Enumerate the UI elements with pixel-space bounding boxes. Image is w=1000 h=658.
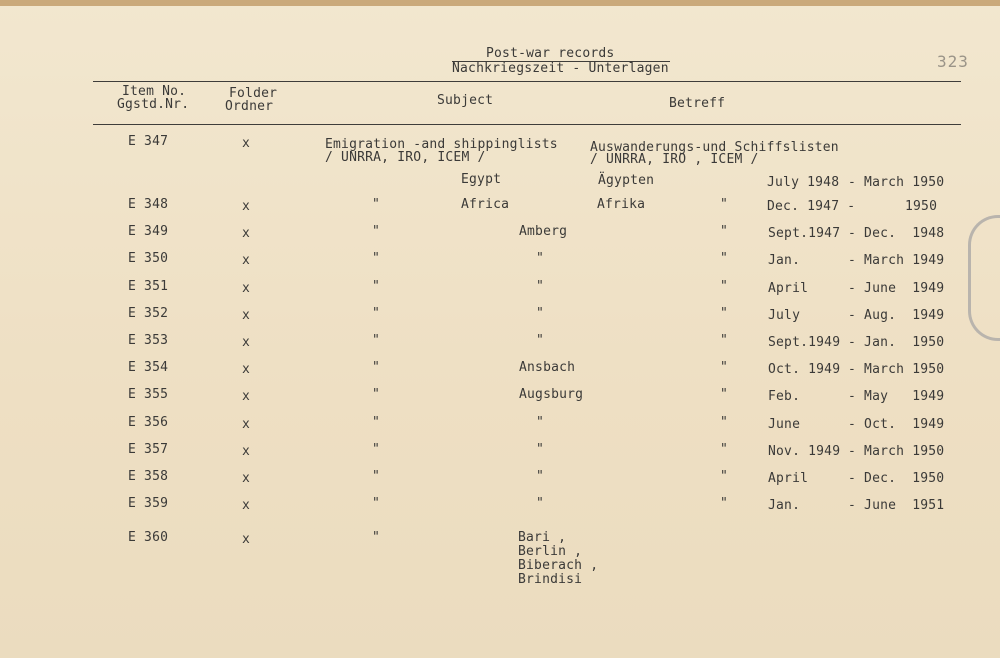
folder-mark: x: [242, 308, 251, 323]
item-number: E 355: [128, 387, 169, 402]
item-number: E 353: [128, 333, 169, 348]
date-from: July 1948: [767, 175, 840, 190]
betreff-text: Afrika: [597, 197, 646, 212]
date-from: Nov. 1949: [768, 444, 841, 459]
header-rule-bottom: [93, 124, 961, 125]
folder-mark: x: [242, 417, 251, 432]
subject-text: ": [536, 442, 545, 457]
item-number: E 347: [128, 134, 169, 149]
ditto-mark: ": [720, 197, 729, 212]
item-number: E 358: [128, 469, 169, 484]
date-from: Jan.: [768, 498, 801, 513]
date-to: - March 1949: [848, 253, 945, 268]
date-to: - March 1950: [848, 362, 945, 377]
folder-mark: x: [242, 281, 251, 296]
folder-mark: x: [242, 136, 251, 151]
date-from: July: [768, 308, 801, 323]
ditto-mark: ": [372, 496, 381, 511]
ditto-mark: ": [720, 360, 729, 375]
place-name: Biberach ,: [518, 558, 599, 573]
ditto-mark: ": [372, 279, 381, 294]
subject-text: ": [536, 306, 545, 321]
title-en: Post-war records: [486, 46, 615, 61]
date-from: Oct. 1949: [768, 362, 841, 377]
subject-text: Amberg: [519, 224, 568, 239]
folder-mark: x: [242, 199, 251, 214]
col-item-no: Item No.: [122, 84, 187, 99]
folder-mark: x: [242, 444, 251, 459]
col-item-no-de: Ggstd.Nr.: [117, 97, 190, 112]
subject-text: Ansbach: [519, 360, 576, 375]
subject-text: ": [536, 469, 545, 484]
page-number: 323: [937, 52, 969, 71]
place-name: Brindisi: [518, 572, 583, 587]
subject-text: ": [536, 279, 545, 294]
ditto-mark: ": [372, 360, 381, 375]
col-subject: Subject: [437, 93, 494, 108]
ditto-mark: ": [372, 469, 381, 484]
ditto-mark: ": [720, 415, 729, 430]
folder-mark: x: [242, 362, 251, 377]
date-to: - March 1950: [848, 175, 945, 190]
ditto-mark: ": [372, 442, 381, 457]
item-number: E 360: [128, 530, 169, 545]
subject-text: / UNRRA, IRO, ICEM /: [325, 150, 486, 165]
subject-text: Augsburg: [519, 387, 584, 402]
betreff-text: Ägypten: [598, 173, 655, 188]
item-number: E 350: [128, 251, 169, 266]
item-number: E 356: [128, 415, 169, 430]
place-name: Bari ,: [518, 530, 567, 545]
date-from: Feb.: [768, 389, 801, 404]
col-betreff: Betreff: [669, 96, 726, 111]
folder-mark: x: [242, 389, 251, 404]
date-from: Dec. 1947 -: [767, 199, 856, 214]
folder-mark: x: [242, 471, 251, 486]
date-from: Jan.: [768, 253, 801, 268]
folder-mark: x: [242, 498, 251, 513]
folder-mark: x: [242, 335, 251, 350]
ditto-mark: ": [372, 530, 381, 545]
ditto-mark: ": [720, 496, 729, 511]
item-number: E 357: [128, 442, 169, 457]
date-to: - June 1949: [848, 281, 945, 296]
folder-mark: x: [242, 226, 251, 241]
subject-text: ": [536, 251, 545, 266]
ditto-mark: ": [372, 387, 381, 402]
item-number: E 351: [128, 279, 169, 294]
betreff-text: Auswanderungs-und Schiffslisten: [590, 140, 839, 155]
ditto-mark: ": [372, 197, 381, 212]
item-number: E 354: [128, 360, 169, 375]
paper-clip: [968, 215, 1000, 341]
ditto-mark: ": [720, 469, 729, 484]
subject-text: ": [536, 496, 545, 511]
subject-text: Egypt: [461, 172, 502, 187]
date-to: 1950: [905, 199, 938, 214]
date-to: - Dec. 1948: [848, 226, 945, 241]
date-to: - Oct. 1949: [848, 417, 945, 432]
title-de: Nachkriegszeit - Unterlagen: [452, 61, 669, 76]
date-from: April: [768, 281, 809, 296]
item-number: E 352: [128, 306, 169, 321]
page-top-edge: [0, 0, 1000, 6]
place-name: Berlin ,: [518, 544, 583, 559]
subject-text: Emigration -and shippinglists: [325, 137, 558, 152]
ditto-mark: ": [372, 306, 381, 321]
header-rule-top: [93, 81, 961, 82]
date-to: - Dec. 1950: [848, 471, 945, 486]
ditto-mark: ": [372, 251, 381, 266]
folder-mark: x: [242, 253, 251, 268]
folder-mark: x: [242, 532, 251, 547]
item-number: E 348: [128, 197, 169, 212]
date-from: Sept.1947: [768, 226, 841, 241]
date-to: - Jan. 1950: [848, 335, 945, 350]
item-number: E 349: [128, 224, 169, 239]
item-number: E 359: [128, 496, 169, 511]
date-to: - Aug. 1949: [848, 308, 945, 323]
date-from: April: [768, 471, 809, 486]
ditto-mark: ": [720, 306, 729, 321]
ditto-mark: ": [372, 224, 381, 239]
ditto-mark: ": [720, 224, 729, 239]
date-from: June: [768, 417, 801, 432]
col-folder: Folder: [229, 86, 278, 101]
subject-text: ": [536, 333, 545, 348]
col-folder-de: Ordner: [225, 99, 274, 114]
date-to: - May 1949: [848, 389, 945, 404]
ditto-mark: ": [372, 333, 381, 348]
date-to: - March 1950: [848, 444, 945, 459]
subject-text: ": [536, 415, 545, 430]
ditto-mark: ": [372, 415, 381, 430]
ditto-mark: ": [720, 442, 729, 457]
ditto-mark: ": [720, 279, 729, 294]
date-to: - June 1951: [848, 498, 945, 513]
betreff-text: / UNRRA, IRO , ICEM /: [590, 152, 759, 167]
date-from: Sept.1949: [768, 335, 841, 350]
ditto-mark: ": [720, 251, 729, 266]
ditto-mark: ": [720, 333, 729, 348]
subject-text: Africa: [461, 197, 510, 212]
ditto-mark: ": [720, 387, 729, 402]
